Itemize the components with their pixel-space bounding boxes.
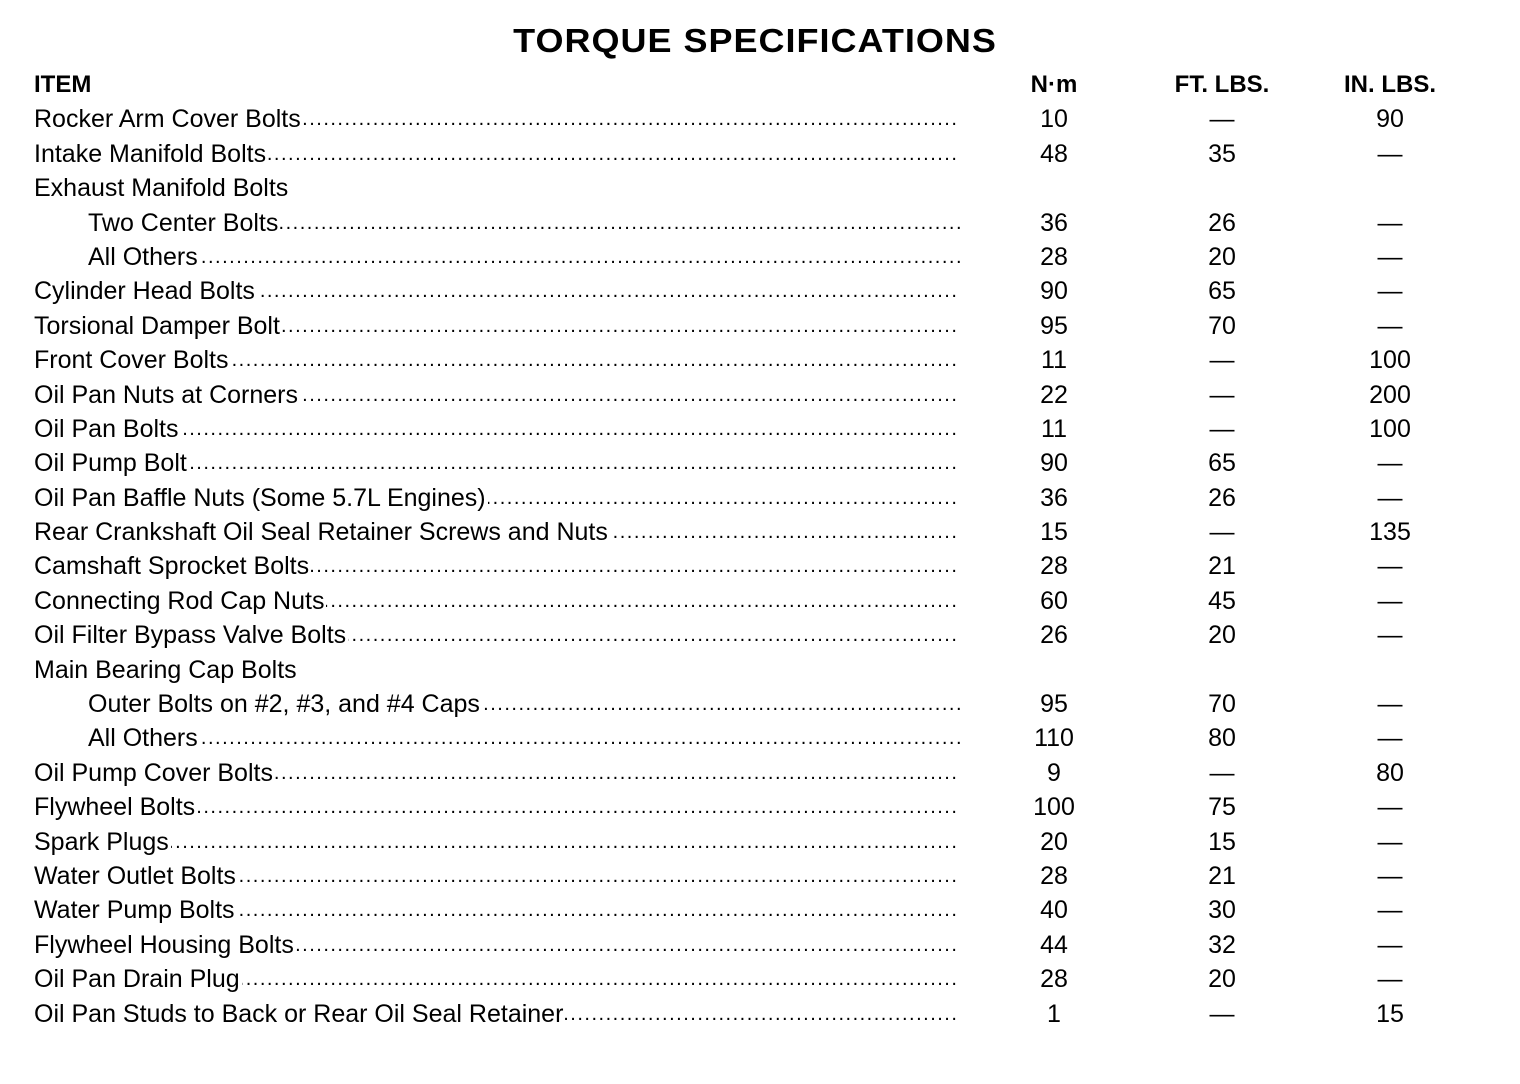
table-row xyxy=(34,102,1474,136)
table-row xyxy=(34,137,1474,171)
row-nm: 10 xyxy=(1040,105,1068,134)
row-item: Intake Manifold Bolts xyxy=(34,139,267,168)
row-in-lbs: 200 xyxy=(1369,380,1411,409)
table-row xyxy=(34,997,1474,1031)
table-row xyxy=(34,481,1474,515)
row-nm: 95 xyxy=(1040,311,1068,340)
row-item: Oil Pan Bolts xyxy=(34,414,179,443)
row-in-lbs: — xyxy=(1377,896,1403,925)
row-in-lbs: — xyxy=(1377,483,1403,512)
row-nm: 40 xyxy=(1040,896,1068,925)
row-in-lbs: — xyxy=(1377,965,1403,994)
row-ft-lbs: 65 xyxy=(1208,277,1236,306)
table-row xyxy=(34,515,1474,549)
row-item: Connecting Rod Cap Nuts xyxy=(34,586,325,615)
row-nm: 90 xyxy=(1040,449,1068,478)
row-item: Oil Pump Bolt xyxy=(34,449,187,478)
row-ft-lbs: 45 xyxy=(1208,586,1236,615)
row-nm: 1 xyxy=(1047,999,1061,1028)
row-nm: 100 xyxy=(1033,793,1075,822)
row-ft-lbs: — xyxy=(1209,758,1235,787)
table-row xyxy=(34,859,1474,893)
row-item: Water Pump Bolts xyxy=(34,896,235,925)
row-item: Oil Pan Nuts at Corners xyxy=(34,380,298,409)
row-in-lbs: — xyxy=(1377,690,1403,719)
row-item: Rocker Arm Cover Bolts xyxy=(34,105,301,134)
row-ft-lbs: 20 xyxy=(1208,965,1236,994)
row-ft-lbs: — xyxy=(1209,414,1235,443)
row-ft-lbs: 70 xyxy=(1208,690,1236,719)
row-nm: 36 xyxy=(1040,483,1068,512)
row-nm: 90 xyxy=(1040,277,1068,306)
table-row xyxy=(34,618,1474,652)
row-in-lbs: — xyxy=(1377,861,1403,890)
row-in-lbs: — xyxy=(1377,277,1403,306)
row-item: Oil Filter Bypass Valve Bolts xyxy=(34,621,347,650)
row-item: Water Outlet Bolts xyxy=(34,861,236,890)
row-ft-lbs: 21 xyxy=(1208,552,1236,581)
row-in-lbs: — xyxy=(1377,930,1403,959)
row-nm: 22 xyxy=(1040,380,1068,409)
header-nm: N·m xyxy=(1030,71,1078,98)
header-in-lbs: IN. LBS. xyxy=(1343,71,1436,98)
row-in-lbs: 15 xyxy=(1376,999,1404,1028)
row-item: All Others xyxy=(88,242,198,271)
row-item: Outer Bolts on #2, #3, and #4 Caps xyxy=(88,690,480,719)
row-ft-lbs: 65 xyxy=(1208,449,1236,478)
table-row xyxy=(34,343,1474,377)
row-ft-lbs: — xyxy=(1209,380,1235,409)
row-item: Camshaft Sprocket Bolts xyxy=(34,552,310,581)
table-row xyxy=(34,274,1474,308)
row-in-lbs: — xyxy=(1377,242,1403,271)
table-row xyxy=(34,962,1474,996)
row-in-lbs: — xyxy=(1377,621,1403,650)
row-in-lbs: 90 xyxy=(1376,105,1404,134)
row-item: Main Bearing Cap Bolts xyxy=(34,655,297,684)
row-nm: 48 xyxy=(1040,139,1068,168)
table-row xyxy=(34,790,1474,824)
row-nm: 28 xyxy=(1040,552,1068,581)
header-ft-lbs: FT. LBS. xyxy=(1174,71,1270,98)
table-row xyxy=(34,309,1474,343)
row-ft-lbs: 20 xyxy=(1208,242,1236,271)
row-ft-lbs: — xyxy=(1209,518,1235,547)
table-row xyxy=(34,206,1474,240)
table-row xyxy=(34,584,1474,618)
row-nm: 11 xyxy=(1041,346,1067,375)
table-row xyxy=(34,549,1474,583)
row-nm: 9 xyxy=(1047,758,1061,787)
torque-table xyxy=(34,68,1474,1031)
table-row xyxy=(34,378,1474,412)
row-item: Flywheel Housing Bolts xyxy=(34,930,294,959)
row-in-lbs: 100 xyxy=(1369,414,1411,443)
row-item: Exhaust Manifold Bolts xyxy=(34,174,289,203)
table-row xyxy=(34,687,1474,721)
row-item: Torsional Damper Bolt xyxy=(34,311,280,340)
row-nm: 28 xyxy=(1040,861,1068,890)
row-in-lbs: — xyxy=(1377,827,1403,856)
row-ft-lbs: — xyxy=(1209,346,1235,375)
row-ft-lbs: 26 xyxy=(1208,208,1236,237)
row-item: Cylinder Head Bolts xyxy=(34,277,255,306)
row-nm: 26 xyxy=(1040,621,1068,650)
row-ft-lbs: 26 xyxy=(1208,483,1236,512)
row-ft-lbs: — xyxy=(1209,999,1235,1028)
table-row xyxy=(34,240,1474,274)
row-item: Flywheel Bolts xyxy=(34,793,196,822)
row-in-lbs: — xyxy=(1377,724,1403,753)
table-row xyxy=(34,756,1474,790)
row-item: Oil Pan Studs to Back or Rear Oil Seal Retainer xyxy=(34,999,564,1028)
table-row xyxy=(34,653,1474,687)
table-row xyxy=(34,893,1474,927)
table-row xyxy=(34,171,1474,205)
row-ft-lbs: 32 xyxy=(1208,930,1236,959)
row-nm: 28 xyxy=(1040,965,1068,994)
row-item: Oil Pan Baffle Nuts (Some 5.7L Engines) xyxy=(34,483,486,512)
row-in-lbs: 80 xyxy=(1376,758,1404,787)
row-ft-lbs: 30 xyxy=(1208,896,1236,925)
row-in-lbs: 100 xyxy=(1369,346,1411,375)
row-in-lbs: 135 xyxy=(1369,518,1411,547)
row-ft-lbs: — xyxy=(1209,105,1235,134)
row-ft-lbs: 75 xyxy=(1208,793,1236,822)
table-header xyxy=(34,68,1474,102)
table-row xyxy=(34,928,1474,962)
row-in-lbs: — xyxy=(1377,311,1403,340)
row-nm: 110 xyxy=(1034,724,1074,753)
table-row xyxy=(34,721,1474,755)
row-in-lbs: — xyxy=(1377,139,1403,168)
row-item: All Others xyxy=(88,724,198,753)
row-nm: 95 xyxy=(1040,690,1068,719)
table-row xyxy=(34,412,1474,446)
page-title: TORQUE SPECIFICATIONS xyxy=(513,21,997,60)
row-item: Oil Pan Drain Plug xyxy=(34,965,240,994)
header-item: ITEM xyxy=(34,71,92,98)
row-item: Oil Pump Cover Bolts xyxy=(34,758,273,787)
row-in-lbs: — xyxy=(1377,449,1403,478)
row-nm: 36 xyxy=(1040,208,1068,237)
row-nm: 60 xyxy=(1040,586,1068,615)
row-nm: 28 xyxy=(1040,242,1068,271)
row-item: Front Cover Bolts xyxy=(34,346,229,375)
row-nm: 44 xyxy=(1040,930,1068,959)
row-ft-lbs: 70 xyxy=(1208,311,1236,340)
row-nm: 15 xyxy=(1040,518,1068,547)
row-ft-lbs: 80 xyxy=(1208,724,1236,753)
row-ft-lbs: 35 xyxy=(1208,139,1236,168)
row-ft-lbs: 15 xyxy=(1208,827,1236,856)
row-item: Rear Crankshaft Oil Seal Retainer Screws and Nuts xyxy=(34,518,608,547)
row-in-lbs: — xyxy=(1377,552,1403,581)
row-in-lbs: — xyxy=(1377,586,1403,615)
row-nm: 11 xyxy=(1041,414,1067,443)
row-in-lbs: — xyxy=(1377,793,1403,822)
row-item: Spark Plugs xyxy=(34,827,169,856)
row-item: Two Center Bolts xyxy=(88,208,279,237)
row-ft-lbs: 21 xyxy=(1208,861,1236,890)
row-in-lbs: — xyxy=(1377,208,1403,237)
row-nm: 20 xyxy=(1040,827,1068,856)
table-row xyxy=(34,825,1474,859)
row-ft-lbs: 20 xyxy=(1208,621,1236,650)
table-row xyxy=(34,446,1474,480)
